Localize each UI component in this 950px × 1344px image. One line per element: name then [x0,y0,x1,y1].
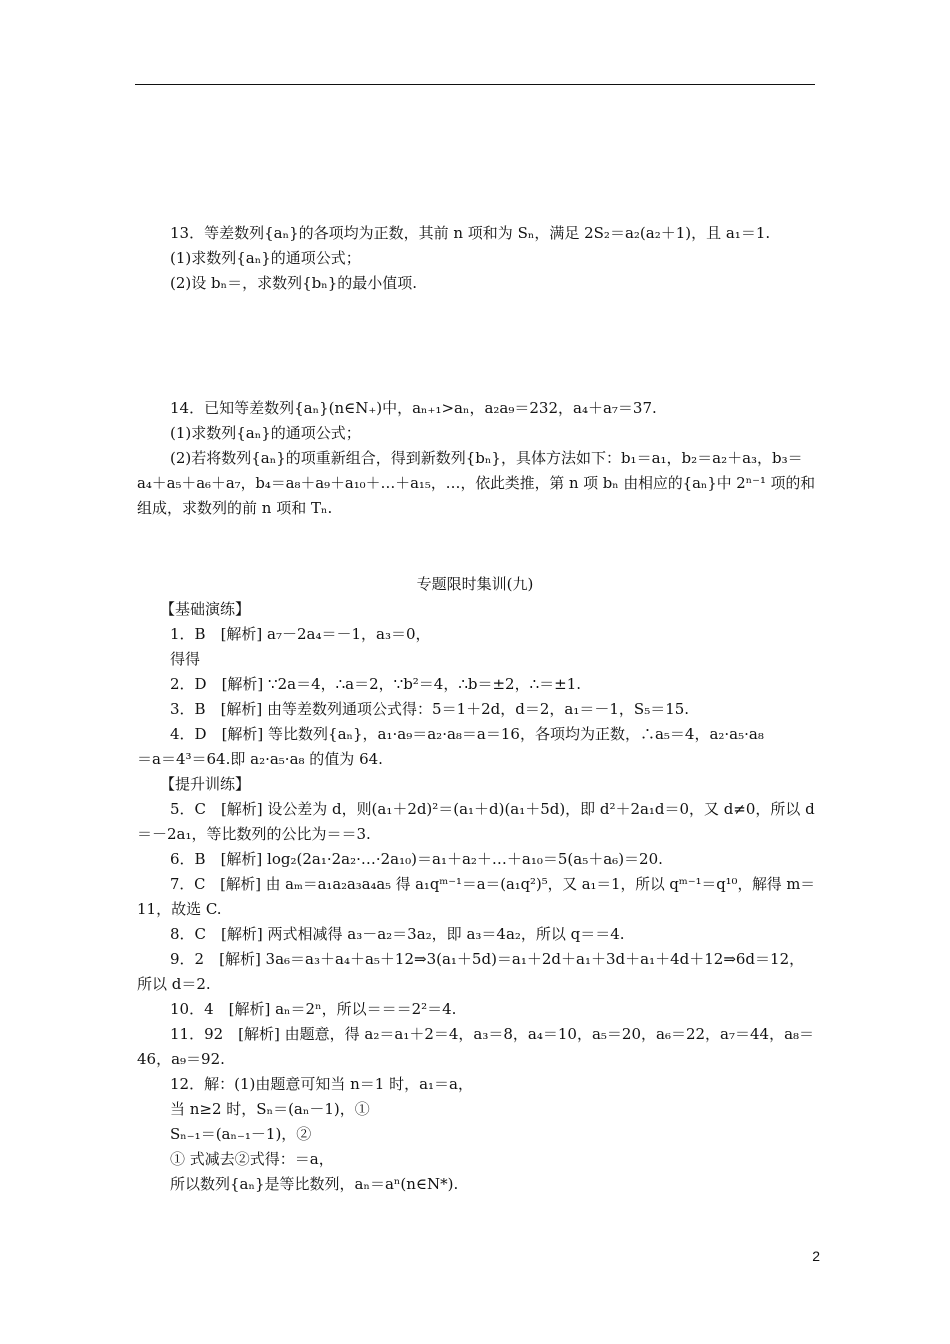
answer-6: 6．B [解析] log₂(2a₁·2a₂·…·2a₁₀)＝a₁＋a₂＋…＋a₁₀＝5(a₅＋a₆)＝20. [170,850,663,868]
heading-basic-practice: 【基础演练】 [160,600,251,618]
answer-11-cont: 46，a₉＝92. [137,1050,225,1068]
answer-5-cont: ＝－2a₁，等比数列的公比为＝＝3. [137,825,371,843]
answer-9-cont: 所以 d＝2. [137,975,211,993]
answer-7: 7．C [解析] 由 aₘ＝a₁a₂a₃a₄a₅ 得 a₁qᵐ⁻¹＝a＝(a₁q²)⁵，又 a₁＝1，所以 qᵐ⁻¹＝q¹⁰，解得 m＝ [170,875,816,893]
answer-12-line-5: 所以数列{aₙ}是等比数列，aₙ＝aⁿ(n∈N*). [170,1175,459,1193]
page-number: 2 [812,1248,820,1264]
answer-1: 1．B [解析] a₇－2a₄＝－1，a₃＝0， [170,625,431,643]
heading-advanced-practice: 【提升训练】 [160,775,251,793]
problem-14-stem: 14．已知等差数列{aₙ}(n∈N₊)中，aₙ₊₁>aₙ，a₂a₉＝232，a₄＋a₇＝37. [170,399,657,417]
answer-10: 10．4 [解析] aₙ＝2ⁿ，所以＝＝＝2²＝4. [170,1000,457,1018]
answer-3: 3．B [解析] 由等差数列通项公式得：5＝1＋2d，d＝2，a₁＝－1，S₅＝15. [170,700,690,718]
answer-11: 11．92 [解析] 由题意，得 a₂＝a₁＋2＝4，a₃＝8，a₄＝10，a₅＝20，a₆＝22，a₇＝44，a₈＝ [170,1025,815,1043]
answer-12: 12．解：(1)由题意可知当 n＝1 时，a₁＝a， [170,1075,473,1093]
answer-4: 4．D [解析] 等比数列{aₙ}，a₁·a₉＝a₂·a₈＝a＝16，各项均为正数，∴a₅＝4，a₂·a₅·a₈ [170,725,764,743]
header-rule [135,84,815,85]
answer-9: 9．2 [解析] 3a₆＝a₃＋a₄＋a₅＋12⇒3(a₁＋5d)＝a₁＋2d＋a₁＋3d＋a₁＋4d＋12⇒6d＝12， [170,950,805,968]
answer-12-line-4: ① 式减去②式得：＝a， [170,1150,334,1168]
problem-13-part-1: (1)求数列{aₙ}的通项公式； [170,249,361,267]
answer-7-cont: 11，故选 C. [137,900,222,918]
problem-14-part-1: (1)求数列{aₙ}的通项公式； [170,424,361,442]
section-title: 专题限时集训(九) [416,575,534,593]
problem-14-part-2-line-3: 组成，求数列的前 n 项和 Tₙ. [137,499,333,517]
problem-14-part-2-line-1: (2)若将数列{aₙ}的项重新组合，得到新数列{bₙ}，具体方法如下：b₁＝a₁，b₂＝a₂＋a₃，b₃＝ [170,449,803,467]
problem-14-part-2-line-2: a₄＋a₅＋a₆＋a₇，b₄＝a₈＋a₉＋a₁₀＋…＋a₁₅，…，依此类推，第 n 项 bₙ 由相应的{aₙ}中 2ⁿ⁻¹ 项的和 [137,474,816,492]
answer-8: 8．C [解析] 两式相减得 a₃－a₂＝3a₂，即 a₃＝4a₂，所以 q＝＝4. [170,925,625,943]
answer-1-cont: 得得 [170,650,201,668]
answer-2: 2．D [解析] ∵2a＝4，∴a＝2，∵b²＝4，∴b＝±2，∴＝±1. [170,675,582,693]
problem-13-stem: 13．等差数列{aₙ}的各项均为正数，其前 n 项和为 Sₙ，满足 2S₂＝a₂(a₂＋1)，且 a₁＝1. [170,224,771,242]
problem-13-part-2: (2)设 bₙ＝，求数列{bₙ}的最小值项. [170,274,418,292]
answer-5: 5．C [解析] 设公差为 d，则(a₁＋2d)²＝(a₁＋d)(a₁＋5d)，即 d²＋2a₁d＝0，又 d≠0，所以 d [170,800,815,818]
answer-4-cont: ＝a＝4³＝64.即 a₂·a₅·a₈ 的值为 64. [137,750,383,768]
answer-12-line-2: 当 n≥2 时，Sₙ＝(aₙ－1)，① [170,1100,370,1118]
answer-12-line-3: Sₙ₋₁＝(aₙ₋₁－1)，② [170,1125,312,1143]
